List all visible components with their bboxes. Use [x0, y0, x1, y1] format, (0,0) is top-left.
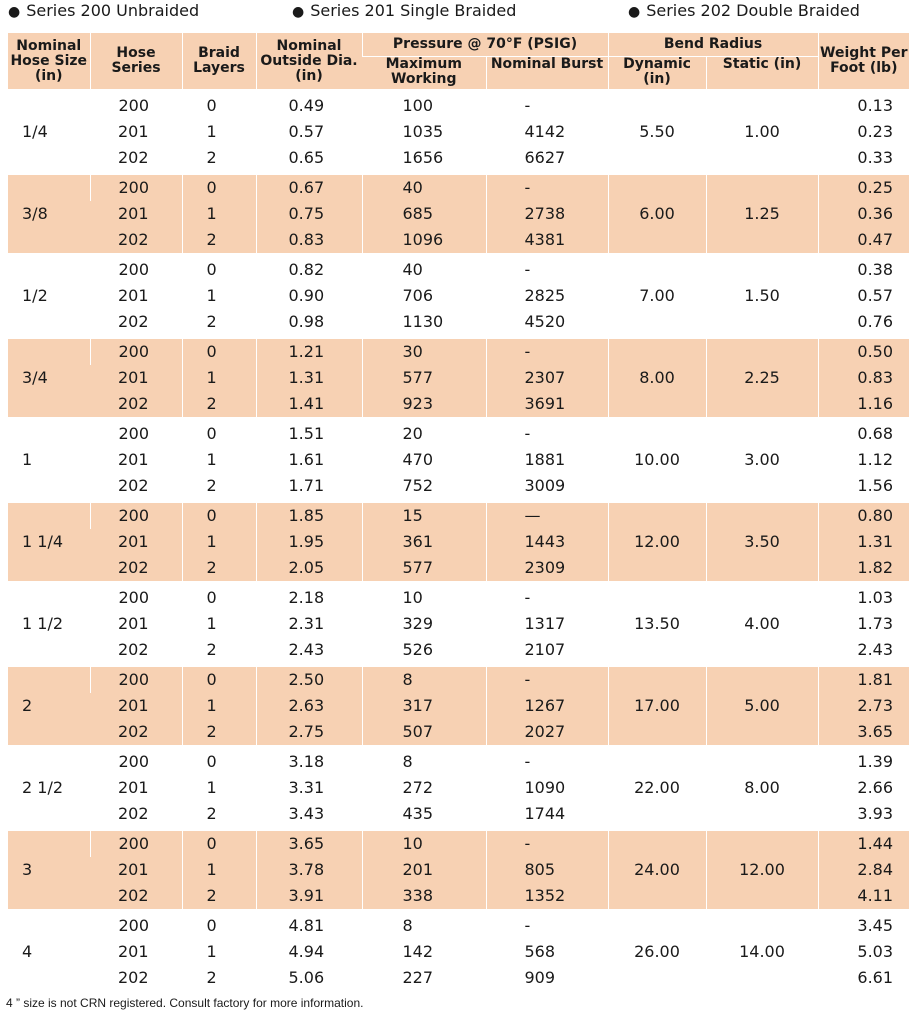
cell-hose-series: 200: [90, 173, 182, 201]
cell-max-working: 100: [362, 91, 486, 119]
cell-hose-series: 202: [118, 968, 149, 987]
cell-outside-dia: 2.43: [256, 637, 362, 665]
cell-max-working: 272: [362, 775, 486, 801]
table-row: [8, 419, 909, 447]
cell-dynamic-radius: 7.00: [608, 255, 706, 337]
cell-nominal-burst: 1317: [486, 611, 608, 637]
cell-braid-layers: 2: [182, 145, 256, 173]
cell-hose-series: 202: [90, 555, 182, 583]
cell-nominal-size: 3/8: [8, 173, 90, 255]
cell-hose-series: 200: [90, 583, 182, 611]
cell-braid-layers: 1: [182, 611, 256, 637]
header-max-working: Maximum Working: [362, 57, 486, 92]
cell-dynamic-radius: 26.00: [608, 911, 706, 991]
cell-hose-series: 202: [118, 148, 149, 167]
cell-nominal-burst: 2027: [486, 719, 608, 747]
cell-braid-layers: 0: [182, 747, 256, 775]
cell-hose-series: 201: [90, 693, 182, 719]
cell-outside-dia: 0.98: [256, 309, 362, 337]
cell-hose-series: 201: [90, 529, 182, 555]
cell-nominal-size: 2: [8, 665, 90, 747]
cell-braid-layers: 0: [182, 419, 256, 447]
cell-weight: 1.39: [818, 747, 909, 775]
cell-static-radius: 8.00: [706, 747, 818, 829]
cell-outside-dia: 2.75: [256, 719, 362, 747]
header-pressure-group: Pressure @ 70°F (PSIG): [362, 33, 608, 57]
cell-max-working: 329: [362, 611, 486, 637]
cell-nominal-burst: -: [486, 829, 608, 857]
cell-max-working: 1656: [362, 145, 486, 173]
cell-static-radius: 1.00: [706, 91, 818, 173]
cell-outside-dia: 0.90: [256, 283, 362, 309]
cell-max-working: 10: [362, 829, 486, 857]
cell-weight: 1.73: [818, 611, 909, 637]
cell-braid-layers: 0: [182, 911, 256, 939]
cell-braid-layers: 2: [182, 801, 256, 829]
cell-nominal-burst: 6627: [486, 145, 608, 173]
cell-weight: 0.33: [818, 145, 909, 173]
cell-nominal-burst: 2825: [486, 283, 608, 309]
cell-outside-dia: 3.65: [256, 829, 362, 857]
cell-outside-dia: 1.31: [256, 365, 362, 391]
cell-nominal-size: 1 1/2: [8, 583, 90, 665]
cell-weight: 2.66: [818, 775, 909, 801]
cell-nominal-burst: 2107: [486, 637, 608, 665]
header-nominal-size: Nominal Hose Size (in): [8, 33, 90, 91]
cell-weight: 6.61: [818, 965, 909, 991]
cell-hose-series: 201: [118, 614, 149, 633]
cell-braid-layers: 0: [182, 91, 256, 119]
cell-max-working: 30: [362, 337, 486, 365]
legend-label: Series 201 Single Braided: [310, 1, 517, 20]
cell-max-working: 201: [362, 857, 486, 883]
cell-braid-layers: 2: [182, 309, 256, 337]
cell-max-working: 685: [362, 201, 486, 227]
cell-weight: 1.31: [818, 529, 909, 555]
cell-nominal-burst: 568: [486, 939, 608, 965]
cell-weight: 0.76: [818, 309, 909, 337]
table-body: [8, 91, 909, 991]
cell-weight: 4.11: [818, 883, 909, 911]
cell-braid-layers: 1: [182, 447, 256, 473]
cell-braid-layers: 1: [182, 693, 256, 719]
cell-outside-dia: 0.75: [256, 201, 362, 227]
cell-weight: 0.57: [818, 283, 909, 309]
cell-max-working: 40: [362, 173, 486, 201]
cell-outside-dia: 1.61: [256, 447, 362, 473]
cell-nominal-burst: -: [486, 337, 608, 365]
cell-max-working: 317: [362, 693, 486, 719]
header-weight-per-foot: Weight Per Foot (lb): [818, 33, 909, 91]
cell-max-working: 227: [362, 965, 486, 991]
cell-outside-dia: 0.67: [256, 173, 362, 201]
cell-weight: 0.68: [818, 419, 909, 447]
cell-weight: 0.36: [818, 201, 909, 227]
table-row: [8, 337, 909, 365]
cell-braid-layers: 0: [182, 255, 256, 283]
cell-nominal-burst: 1443: [486, 529, 608, 555]
cell-weight: 0.23: [818, 119, 909, 145]
cell-nominal-size: 1/2: [8, 255, 90, 337]
bullet-icon: ●: [8, 4, 21, 20]
cell-nominal-size: 2 1/2: [8, 747, 90, 829]
cell-nominal-burst: 4142: [486, 119, 608, 145]
cell-nominal-burst: 4520: [486, 309, 608, 337]
cell-weight: 2.73: [818, 693, 909, 719]
cell-max-working: 361: [362, 529, 486, 555]
cell-static-radius: 2.25: [706, 337, 818, 419]
legend-item-series-200: [8, 1, 199, 20]
cell-weight: 0.13: [818, 91, 909, 119]
cell-weight: 1.16: [818, 391, 909, 419]
cell-nominal-burst: 1352: [486, 883, 608, 911]
cell-nominal-burst: -: [486, 419, 608, 447]
cell-outside-dia: 2.05: [256, 555, 362, 583]
cell-hose-series: 201: [118, 122, 149, 141]
cell-max-working: 752: [362, 473, 486, 501]
cell-braid-layers: 2: [182, 883, 256, 911]
hose-spec-table: [8, 33, 909, 991]
cell-outside-dia: 4.81: [256, 911, 362, 939]
cell-hose-series: 200: [90, 747, 182, 775]
cell-dynamic-radius: 22.00: [608, 747, 706, 829]
cell-braid-layers: 1: [182, 201, 256, 227]
cell-outside-dia: 0.65: [256, 145, 362, 173]
cell-nominal-burst: 1881: [486, 447, 608, 473]
cell-nominal-burst: -: [486, 747, 608, 775]
cell-outside-dia: 0.83: [256, 227, 362, 255]
cell-nominal-burst: 2738: [486, 201, 608, 227]
cell-braid-layers: 0: [182, 173, 256, 201]
cell-static-radius: 1.50: [706, 255, 818, 337]
cell-nominal-burst: 3009: [486, 473, 608, 501]
cell-weight: 3.65: [818, 719, 909, 747]
cell-max-working: 40: [362, 255, 486, 283]
cell-weight: 0.83: [818, 365, 909, 391]
cell-hose-series: 200: [90, 255, 182, 283]
cell-hose-series: 200: [90, 501, 182, 529]
cell-hose-series: 201: [90, 857, 182, 883]
cell-static-radius: 1.25: [706, 173, 818, 255]
cell-braid-layers: 0: [182, 337, 256, 365]
cell-hose-series: 201: [118, 778, 149, 797]
cell-max-working: 142: [362, 939, 486, 965]
cell-max-working: 15: [362, 501, 486, 529]
cell-hose-series: 201: [118, 286, 149, 305]
cell-outside-dia: 2.50: [256, 665, 362, 693]
cell-dynamic-radius: 10.00: [608, 419, 706, 501]
header-static: Static (in): [706, 57, 818, 92]
cell-dynamic-radius: 24.00: [608, 829, 706, 911]
cell-nominal-burst: -: [486, 911, 608, 939]
cell-braid-layers: 2: [182, 391, 256, 419]
cell-outside-dia: 3.78: [256, 857, 362, 883]
table-row: [8, 829, 909, 857]
cell-weight: 0.80: [818, 501, 909, 529]
cell-max-working: 1096: [362, 227, 486, 255]
table-row: [8, 501, 909, 529]
cell-nominal-size: 1 1/4: [8, 501, 90, 583]
cell-weight: 1.56: [818, 473, 909, 501]
cell-outside-dia: 3.18: [256, 747, 362, 775]
cell-outside-dia: 1.21: [256, 337, 362, 365]
cell-dynamic-radius: 13.50: [608, 583, 706, 665]
cell-weight: 1.81: [818, 665, 909, 693]
cell-braid-layers: 0: [182, 829, 256, 857]
cell-dynamic-radius: 5.50: [608, 91, 706, 173]
cell-braid-layers: 2: [182, 637, 256, 665]
cell-nominal-burst: 1267: [486, 693, 608, 719]
cell-nominal-burst: 3691: [486, 391, 608, 419]
cell-hose-series: 200: [90, 337, 182, 365]
cell-nominal-burst: -: [486, 91, 608, 119]
bullet-icon: ●: [628, 4, 641, 20]
cell-nominal-burst: 805: [486, 857, 608, 883]
cell-nominal-burst: —: [486, 501, 608, 529]
cell-hose-series: 200: [90, 829, 182, 857]
cell-outside-dia: 3.43: [256, 801, 362, 829]
cell-nominal-burst: 2307: [486, 365, 608, 391]
cell-nominal-burst: -: [486, 583, 608, 611]
cell-nominal-size: 1: [8, 419, 90, 501]
cell-nominal-size: 3: [8, 829, 90, 911]
cell-max-working: 577: [362, 365, 486, 391]
legend-label: Series 200 Unbraided: [26, 1, 200, 20]
cell-dynamic-radius: 12.00: [608, 501, 706, 583]
cell-max-working: 1130: [362, 309, 486, 337]
cell-max-working: 706: [362, 283, 486, 309]
cell-max-working: 435: [362, 801, 486, 829]
cell-outside-dia: 0.57: [256, 119, 362, 145]
cell-hose-series: 200: [90, 911, 182, 939]
header-bend-radius-group: Bend Radius: [608, 33, 818, 57]
header-braid-layers: Braid Layers: [182, 33, 256, 91]
table-row: [8, 665, 909, 693]
cell-nominal-burst: -: [486, 255, 608, 283]
legend-item-series-202: [628, 1, 860, 20]
cell-hose-series: 200: [90, 419, 182, 447]
cell-weight: 0.38: [818, 255, 909, 283]
series-legend: [0, 0, 913, 26]
cell-hose-series: 202: [90, 391, 182, 419]
cell-braid-layers: 2: [182, 719, 256, 747]
header-hose-series: Hose Series: [90, 33, 182, 91]
cell-dynamic-radius: 6.00: [608, 173, 706, 255]
cell-weight: 0.25: [818, 173, 909, 201]
cell-outside-dia: 3.91: [256, 883, 362, 911]
cell-weight: 5.03: [818, 939, 909, 965]
cell-static-radius: 5.00: [706, 665, 818, 747]
table-row: [8, 747, 909, 775]
cell-hose-series: 202: [90, 719, 182, 747]
cell-outside-dia: 1.85: [256, 501, 362, 529]
cell-braid-layers: 1: [182, 119, 256, 145]
table-row: [8, 91, 909, 119]
cell-weight: 1.82: [818, 555, 909, 583]
cell-outside-dia: 3.31: [256, 775, 362, 801]
legend-item-series-201: [292, 1, 516, 20]
cell-max-working: 8: [362, 665, 486, 693]
cell-braid-layers: 1: [182, 857, 256, 883]
cell-weight: 2.43: [818, 637, 909, 665]
cell-hose-series: 201: [90, 365, 182, 391]
cell-outside-dia: 0.82: [256, 255, 362, 283]
cell-braid-layers: 2: [182, 555, 256, 583]
cell-nominal-burst: 2309: [486, 555, 608, 583]
header-outside-dia: Nominal Outside Dia. (in): [256, 33, 362, 91]
cell-dynamic-radius: 17.00: [608, 665, 706, 747]
cell-nominal-burst: -: [486, 665, 608, 693]
legend-label: Series 202 Double Braided: [646, 1, 860, 20]
cell-dynamic-radius: 8.00: [608, 337, 706, 419]
cell-braid-layers: 0: [182, 583, 256, 611]
header-nominal-burst: Nominal Burst: [486, 57, 608, 92]
cell-outside-dia: 2.31: [256, 611, 362, 637]
cell-hose-series: 201: [118, 942, 149, 961]
cell-hose-series: 202: [118, 476, 149, 495]
cell-outside-dia: 2.63: [256, 693, 362, 719]
cell-outside-dia: 1.51: [256, 419, 362, 447]
cell-braid-layers: 2: [182, 227, 256, 255]
cell-outside-dia: 1.41: [256, 391, 362, 419]
cell-max-working: 923: [362, 391, 486, 419]
cell-outside-dia: 1.71: [256, 473, 362, 501]
cell-nominal-size: 3/4: [8, 337, 90, 419]
cell-hose-series: 201: [90, 201, 182, 227]
cell-max-working: 526: [362, 637, 486, 665]
table-row: [8, 583, 909, 611]
cell-hose-series: 200: [90, 665, 182, 693]
table-row: [8, 173, 909, 201]
cell-outside-dia: 0.49: [256, 91, 362, 119]
cell-nominal-burst: 1744: [486, 801, 608, 829]
cell-max-working: 10: [362, 583, 486, 611]
cell-outside-dia: 5.06: [256, 965, 362, 991]
cell-static-radius: 4.00: [706, 583, 818, 665]
cell-weight: 3.93: [818, 801, 909, 829]
cell-braid-layers: 2: [182, 473, 256, 501]
footnote: 4 ” size is not CRN registered. Consult factory for more information.: [6, 996, 364, 1010]
cell-outside-dia: 2.18: [256, 583, 362, 611]
cell-hose-series: 202: [118, 312, 149, 331]
cell-static-radius: 3.50: [706, 501, 818, 583]
cell-max-working: 338: [362, 883, 486, 911]
cell-hose-series: 200: [90, 91, 182, 119]
cell-braid-layers: 1: [182, 939, 256, 965]
cell-braid-layers: 1: [182, 775, 256, 801]
cell-max-working: 507: [362, 719, 486, 747]
cell-hose-series: 202: [118, 804, 149, 823]
cell-weight: 2.84: [818, 857, 909, 883]
table-row: [8, 911, 909, 939]
cell-max-working: 470: [362, 447, 486, 473]
cell-nominal-burst: 1090: [486, 775, 608, 801]
bullet-icon: ●: [292, 4, 305, 20]
cell-nominal-size: 4: [8, 911, 90, 991]
cell-weight: 3.45: [818, 911, 909, 939]
cell-max-working: 1035: [362, 119, 486, 145]
cell-weight: 0.47: [818, 227, 909, 255]
cell-weight: 1.03: [818, 583, 909, 611]
cell-weight: 0.50: [818, 337, 909, 365]
cell-static-radius: 3.00: [706, 419, 818, 501]
cell-braid-layers: 0: [182, 665, 256, 693]
cell-max-working: 8: [362, 911, 486, 939]
cell-weight: 1.44: [818, 829, 909, 857]
table-row: [8, 255, 909, 283]
cell-max-working: 577: [362, 555, 486, 583]
cell-braid-layers: 0: [182, 501, 256, 529]
cell-hose-series: 202: [90, 883, 182, 911]
cell-outside-dia: 4.94: [256, 939, 362, 965]
cell-hose-series: 202: [90, 227, 182, 255]
header-dynamic: Dynamic (in): [608, 57, 706, 92]
cell-nominal-burst: -: [486, 173, 608, 201]
cell-max-working: 20: [362, 419, 486, 447]
cell-nominal-burst: 909: [486, 965, 608, 991]
cell-static-radius: 12.00: [706, 829, 818, 911]
cell-nominal-size: 1/4: [8, 91, 90, 173]
cell-braid-layers: 1: [182, 529, 256, 555]
cell-hose-series: 201: [118, 450, 149, 469]
cell-nominal-burst: 4381: [486, 227, 608, 255]
cell-hose-series: 202: [118, 640, 149, 659]
cell-braid-layers: 2: [182, 965, 256, 991]
cell-braid-layers: 1: [182, 283, 256, 309]
cell-outside-dia: 1.95: [256, 529, 362, 555]
cell-braid-layers: 1: [182, 365, 256, 391]
cell-static-radius: 14.00: [706, 911, 818, 991]
cell-weight: 1.12: [818, 447, 909, 473]
cell-max-working: 8: [362, 747, 486, 775]
